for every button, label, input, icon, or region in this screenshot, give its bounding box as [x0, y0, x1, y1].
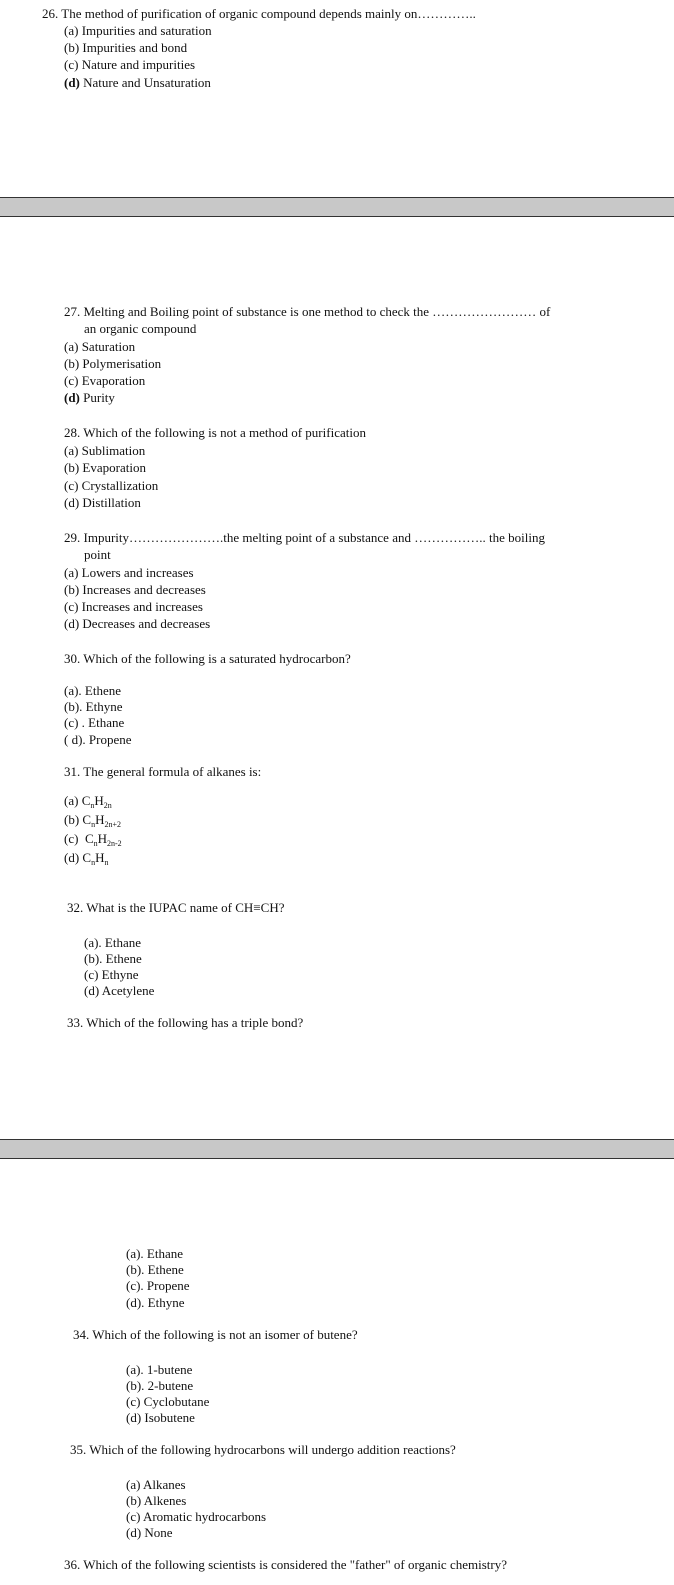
option-c: (c) Crystallization	[64, 478, 159, 493]
question-32-text: 32. What is the IUPAC name of CH≡CH?	[67, 900, 285, 915]
option-b: (b) Impurities and bond	[64, 40, 188, 55]
option-d: (d) Acetylene	[84, 983, 155, 998]
option-c: (c) Nature and impurities	[64, 57, 196, 72]
question-30-text: 30. Which of the following is a saturated hydrocarbon?	[64, 651, 351, 666]
option-b: (b). 2-butene	[126, 1378, 194, 1393]
option-c: (c) Cyclobutane	[126, 1394, 210, 1409]
option-d: (d) Purity	[64, 390, 115, 405]
option-c: (c) Ethyne	[84, 967, 139, 982]
option-b: (b). Ethyne	[64, 699, 123, 714]
question-29-text-cont: point	[84, 547, 111, 562]
question-33-text: 33. Which of the following has a triple bond?	[67, 1015, 304, 1030]
option-a: (a). Ethane	[84, 935, 142, 950]
question-36-text: 36. Which of the following scientists is considered the "father" of organic chemistry?	[64, 1557, 507, 1572]
option-a: (a) Sublimation	[64, 443, 146, 458]
option-d: (d). Ethyne	[126, 1295, 185, 1310]
option-a: (a). 1-butene	[126, 1362, 193, 1377]
option-d: ( d). Propene	[64, 732, 132, 747]
option-a: (a) Alkanes	[126, 1477, 186, 1492]
option-d: (d) Nature and Unsaturation	[64, 75, 211, 90]
question-28-text: 28. Which of the following is not a method of purification	[64, 425, 366, 440]
question-27-text-cont: an organic compound	[84, 321, 197, 336]
option-c: (c). Propene	[126, 1278, 190, 1293]
option-c: (c) $C_nH_{2n-2}$	[64, 831, 122, 848]
option-c: (c) . Ethane	[64, 715, 125, 730]
page-separator	[0, 1139, 674, 1159]
option-c: (c) Increases and increases	[64, 599, 203, 614]
option-b: (b). Ethene	[126, 1262, 184, 1277]
option-b: (b) Alkenes	[126, 1493, 187, 1508]
option-b: (b) Increases and decreases	[64, 582, 206, 597]
option-d: (d) None	[126, 1525, 173, 1540]
option-a: (a). Ethene	[64, 683, 122, 698]
question-29-text: 29. Impurity………………….the melting point of a substance and …………….. the boiling	[64, 530, 545, 545]
question-31-text: 31. The general formula of alkanes is:	[64, 764, 262, 779]
option-b: (b) Polymerisation	[64, 356, 162, 371]
option-c: (c) Aromatic hydrocarbons	[126, 1509, 267, 1524]
option-a: (a) Saturation	[64, 339, 136, 354]
page-separator	[0, 197, 674, 217]
question-35-text: 35. Which of the following hydrocarbons will undergo addition reactions?	[70, 1442, 456, 1457]
option-d: (d) Distillation	[64, 495, 141, 510]
option-d: (d) Decreases and decreases	[64, 616, 211, 631]
question-26-text: 26. The method of purification of organic compound depends mainly on…………..	[42, 6, 476, 21]
option-b: (b) Evaporation	[64, 460, 146, 475]
option-d: (d) Isobutene	[126, 1410, 195, 1425]
option-c: (c) Evaporation	[64, 373, 146, 388]
option-b: (b) $C_nH_{2n+2}$	[64, 812, 121, 829]
option-b: (b). Ethene	[84, 951, 142, 966]
option-a: (a) $C_nH_{2n}$	[64, 793, 112, 810]
option-a: (a). Ethane	[126, 1246, 184, 1261]
option-a: (a) Impurities and saturation	[64, 23, 212, 38]
option-a: (a) Lowers and increases	[64, 565, 194, 580]
option-d: (d) $C_nH_n$	[64, 850, 109, 867]
question-34-text: 34. Which of the following is not an isomer of butene?	[73, 1327, 358, 1342]
question-27-text: 27. Melting and Boiling point of substance is one method to check the …………………… of	[64, 304, 551, 319]
